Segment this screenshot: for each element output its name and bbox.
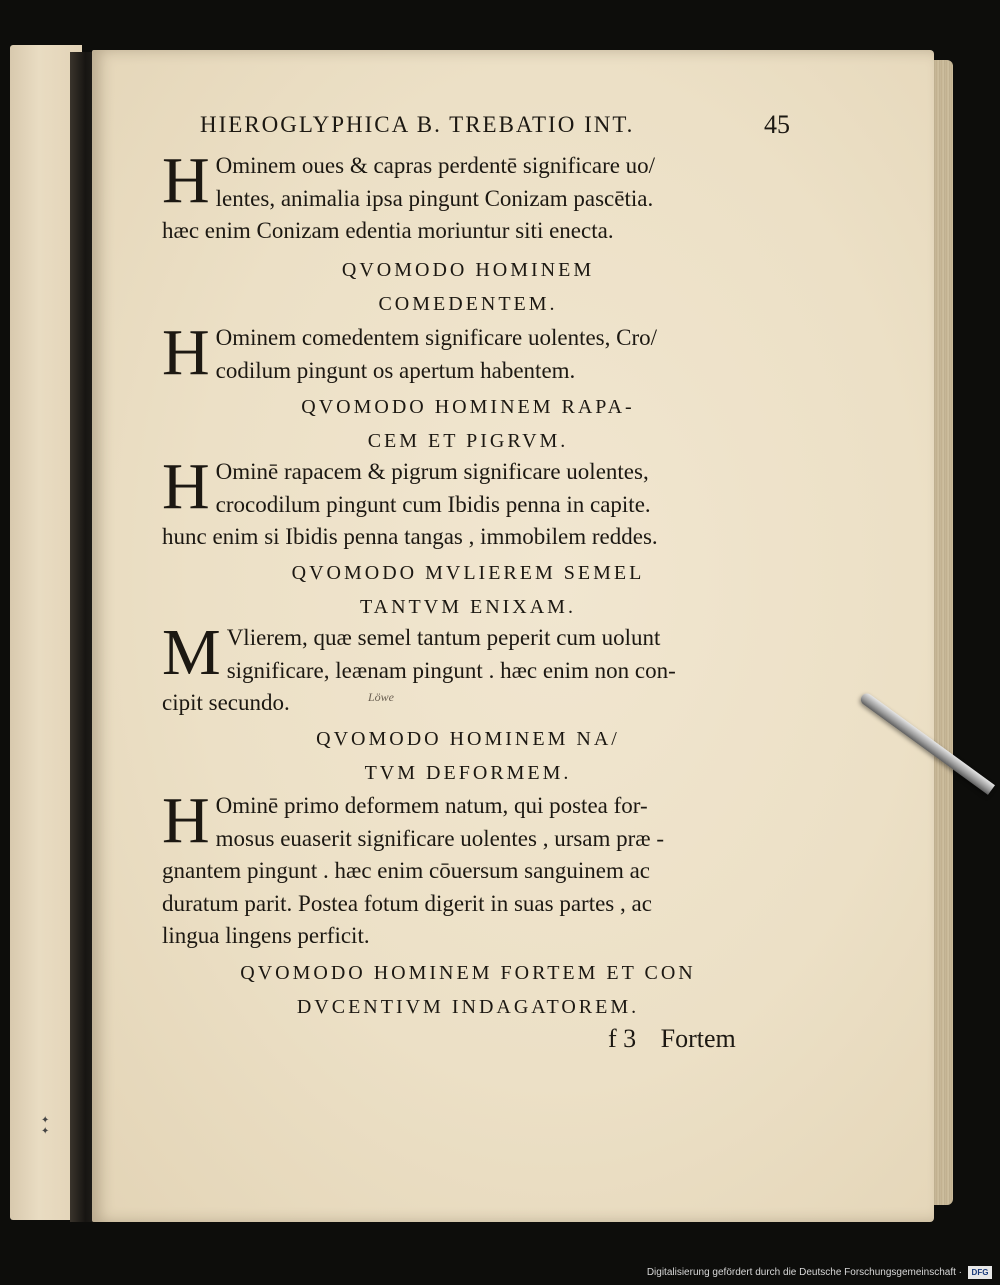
heading-line: TVM DEFORMEM.	[364, 762, 572, 784]
heading-line: QVOMODO HOMINEM NA/	[316, 728, 620, 750]
text-line: Ominē primo deformem natum, qui postea for-	[215, 793, 648, 818]
text-line: gnantem pingunt . hæc enim cōuersum sanguinem ac	[162, 858, 650, 883]
heading-line: QVOMODO HOMINEM RAPA-	[301, 396, 635, 418]
initial-letter: M	[162, 616, 221, 689]
paragraph-5	[162, 784, 774, 953]
text-line: crocodilum pingunt cum Ibidis penna in capite.	[215, 491, 651, 517]
catchword-text: Fortem	[660, 1024, 736, 1053]
heading-line: QVOMODO MVLIEREM SEMEL	[291, 562, 645, 584]
text-line: lingua lingens perficit.	[162, 923, 370, 948]
signature-mark: f 3	[608, 1024, 637, 1053]
page-number: 45	[764, 110, 790, 139]
initial-letter: H	[162, 450, 210, 523]
running-title: HIEROGLYPHICA B. TREBATIO INT.	[200, 112, 635, 137]
initial-letter: H	[162, 784, 210, 857]
text-line: significare, leænam pingunt . hæc enim non con-	[226, 657, 676, 683]
text-line: hunc enim si Ibidis penna tangas , immobilem reddes.	[162, 524, 658, 549]
catchword	[608, 1024, 754, 1054]
heading-line: TANTVM ENIXAM.	[360, 596, 576, 618]
section-heading-6	[162, 956, 774, 1024]
text-line: mosus euaserit significare uolentes , ursam præ -	[215, 825, 665, 851]
section-heading-2	[162, 253, 774, 321]
spine-stitch-marks: ✦ ✦	[41, 1115, 50, 1137]
text-line: lentes, animalia ipsa pingunt Conizam pascētia.	[215, 185, 654, 211]
text-line: Vlierem, quæ semel tantum peperit cum uolunt	[226, 625, 661, 650]
text-line: Ominē rapacem & pigrum significare uolentes,	[215, 459, 649, 484]
dfg-logo: DFG	[968, 1266, 992, 1279]
running-header	[200, 112, 790, 138]
section-heading-5	[162, 722, 774, 790]
initial-letter: H	[162, 144, 210, 217]
digitization-credit: Digitalisierung gefördert durch die Deutsche Forschungsgemeinschaft ·	[646, 1267, 962, 1278]
text-line: cipit secundo.	[162, 690, 290, 715]
heading-line: QVOMODO HOMINEM	[341, 259, 595, 281]
text-line: hæc enim Conizam edentia moriuntur siti enecta.	[162, 218, 614, 243]
heading-line: DVCENTIVM INDAGATOREM.	[296, 996, 640, 1018]
section-heading-4	[162, 556, 774, 624]
heading-line: QVOMODO HOMINEM FORTEM ET CON	[240, 962, 696, 984]
heading-line: COMEDENTEM.	[378, 293, 558, 315]
text-line: Ominem comedentem significare uolentes, Cro/	[215, 325, 658, 350]
paragraph-4	[162, 616, 774, 720]
paragraph-1	[162, 144, 774, 248]
text-line: duratum parit. Postea fotum digerit in suas partes , ac	[162, 890, 652, 916]
text-line: codilum pingunt os apertum habentem.	[215, 357, 576, 383]
text-line: Ominem oues & capras perdentē significare uo/	[215, 153, 656, 178]
paragraph-3	[162, 450, 774, 554]
section-heading-3	[162, 390, 774, 458]
paragraph-2	[162, 316, 774, 389]
heading-line: CEM ET PIGRVM.	[367, 430, 569, 452]
initial-letter: H	[162, 316, 210, 389]
marginal-note: Löwe	[368, 690, 395, 704]
